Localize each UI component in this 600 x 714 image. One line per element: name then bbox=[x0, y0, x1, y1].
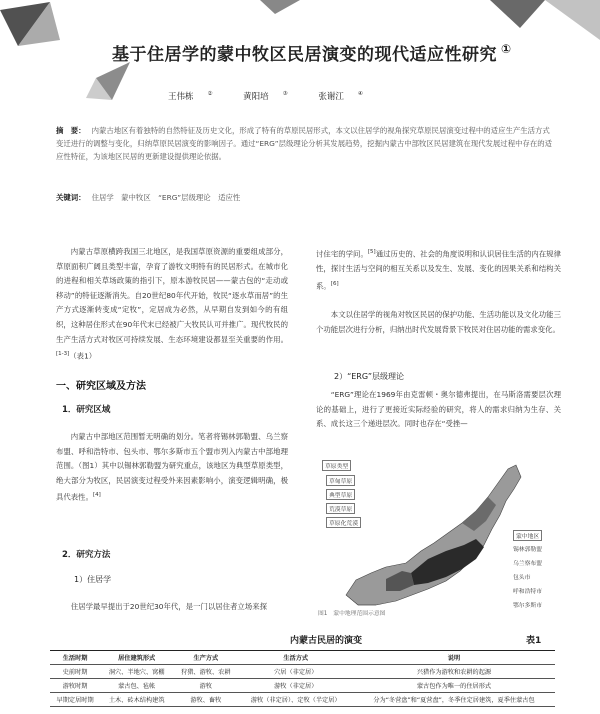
figure-caption: 图1 蒙中地理范围示意图 bbox=[318, 611, 386, 617]
author: 张谢江 ④ bbox=[318, 91, 363, 102]
map-legend-item: 包头市 bbox=[513, 575, 531, 581]
deco-triangle-top bbox=[260, 0, 300, 14]
table-header-cell: 生产方式 bbox=[173, 651, 238, 665]
author-list bbox=[168, 90, 391, 102]
keywords-text: 住居学 蒙中牧区 “ERG”层级理论 适应性 bbox=[91, 193, 241, 202]
table-cell: 游牧 bbox=[173, 679, 238, 693]
keywords-label: 关键词： bbox=[56, 193, 86, 202]
table-cell: 蒙古包、毡帐 bbox=[100, 679, 173, 693]
table-cell: 穴居（非定居） bbox=[239, 665, 353, 679]
map-legend-item: 锡林郭勒盟 bbox=[513, 547, 542, 553]
table-cell: 游牧（非定居）、定牧（半定居） bbox=[239, 693, 353, 707]
map-legend-item: 典型草原 bbox=[326, 489, 355, 500]
table-cell: 早期定居时期 bbox=[50, 693, 100, 707]
table-row bbox=[50, 693, 555, 707]
section-heading: 一、研究区域及方法 bbox=[56, 381, 146, 392]
subsubsection-heading: 1）住居学 bbox=[74, 575, 112, 584]
deco-triangle-right bbox=[490, 0, 545, 28]
table-header-cell: 居住建筑形式 bbox=[100, 651, 173, 665]
map-legend-item: 草甸草原 bbox=[326, 475, 355, 486]
table-cell: 游牧时期 bbox=[50, 679, 100, 693]
map-legend-item: 荒漠草原 bbox=[326, 503, 355, 514]
evolution-table bbox=[50, 650, 555, 707]
map-legend-header: 蒙中地区 bbox=[513, 530, 542, 541]
map-legend-item: 鄂尔多斯市 bbox=[513, 603, 542, 609]
abstract bbox=[56, 124, 556, 163]
table-header-cell: 说明 bbox=[353, 651, 555, 665]
table-title: 内蒙古民居的演变 bbox=[290, 636, 363, 646]
table-cell: 史前时期 bbox=[50, 665, 100, 679]
author: 黄阳培 ③ bbox=[243, 91, 288, 102]
table-row bbox=[50, 665, 555, 679]
table-header-cell: 生活时期 bbox=[50, 651, 100, 665]
table-cell: 狩猎、游牧、农耕 bbox=[173, 665, 238, 679]
map-legend-header: 草原类型 bbox=[322, 460, 351, 471]
subsection-heading: 1．研究区域 bbox=[62, 405, 111, 415]
abstract-label: 摘 要： bbox=[56, 126, 86, 135]
col2-paragraph-2: 本文以住居学的视角对牧区民居的保护功能、生活功能以及文化功能三个功能层次进行分析，归纳出时代发展背景下牧民对住居功能的需求变化。 bbox=[316, 310, 561, 334]
subsection-heading: 2．研究方法 bbox=[62, 550, 111, 560]
table-cell: 兴猎作为游牧和农耕的起源 bbox=[353, 665, 555, 679]
table-cell: 游牧（非定居） bbox=[239, 679, 353, 693]
table-header-row bbox=[50, 651, 555, 665]
table-cell: 洞穴、半地穴、窝棚 bbox=[100, 665, 173, 679]
col2-paragraph: 讨住宅的学问。[5]通过历史的、社会的角度说明和认识居住生活的内在规律性，探讨生活与空间的相互关系以及发生、发展、变化的因果关系和结构关系。[6] bbox=[316, 249, 561, 291]
table-cell: 土木、砖木结构建筑 bbox=[100, 693, 173, 707]
table-cell: 蒙古包作为唯一的住居形式 bbox=[353, 679, 555, 693]
deco-triangle-right-2 bbox=[545, 0, 600, 40]
col2-paragraph-3: “ERG”理论在1969年由克雷顿・奥尔德弗提出，在马斯洛需要层次理论的基础上，进行了更接近实际经验的研究，将人的需求归纳为生存、关系、成长这三个递进层次。同时也存在“受挫— bbox=[316, 390, 561, 429]
table-number: 表1 bbox=[526, 636, 542, 646]
author: 王伟栋 ② bbox=[168, 91, 213, 102]
paper-title: 基于住居学的蒙中牧区民居演变的现代适应性研究 ① bbox=[112, 42, 512, 65]
abstract-text: 内蒙古地区有着独特的自然特征及历史文化，形成了特有的草原民居形式，本文以住居学的视角探究草原民居演变过程中的适应生产生活方式变迁进行的调整与变化，归纳草原民居演变的影响因子。通过“ERG”层级理论分析其发展趋势，挖掘内蒙古中部牧区民居建筑在现代发展过程中存在的适应性特征，为该地区民居的更新建设提供理论依据。 bbox=[56, 126, 553, 161]
map-legend-item: 呼和浩特市 bbox=[513, 589, 542, 595]
region-paragraph: 内蒙古中部地区范围暂无明确的划分。笔者将锡林郭勒盟、乌兰察布盟、呼和浩特市、包头市、鄂尔多斯市五个盟市列入内蒙古中部地理范围。（图1）其中以锡林郭勒盟为研究重点，该地区为典型草原类型，绝大部分为牧区，民居演变过程受外来因素影响小，演变逻辑明确，极具代表性。[4] bbox=[56, 432, 288, 502]
table-cell: 分为“冬营盘”和“夏营盘”，冬季住定居建筑，夏季住蒙古包 bbox=[353, 693, 555, 707]
table-row bbox=[50, 679, 555, 693]
intro-paragraph: 内蒙古草原横跨我国三北地区，是我国草原资源的重要组成部分，草原面积广阔且类型丰富，孕育了游牧文明特有的民居形式。在城市化的进程和相关草场政策的指引下，原本游牧民居——蒙古包的“走动或移动”的特征逐渐消失。自20世纪80年代开始，牧民“逐水草而居”的生产方式逐渐转变成“定牧”，定居成为必然，从早期自发到如今的有组织，这种居住形式在90年代末已经被广大牧民认可并推广。现代牧民的生产生活方式对牧区可持续发展、生态环境建设都显至关重要的作用。[1-3]（表1） bbox=[56, 247, 288, 361]
table-cell: 游牧、畜牧 bbox=[173, 693, 238, 707]
subsubsection-heading: 2）“ERG”层级理论 bbox=[334, 372, 405, 381]
map-legend-item: 草原化荒漠 bbox=[326, 517, 361, 528]
method-paragraph: 住居学最早提出于20世纪30年代，是一门以居住者立场来探 bbox=[70, 602, 267, 611]
table-header-cell: 生活方式 bbox=[239, 651, 353, 665]
keywords bbox=[56, 192, 240, 203]
map-legend-item: 乌兰察布盟 bbox=[513, 561, 542, 567]
